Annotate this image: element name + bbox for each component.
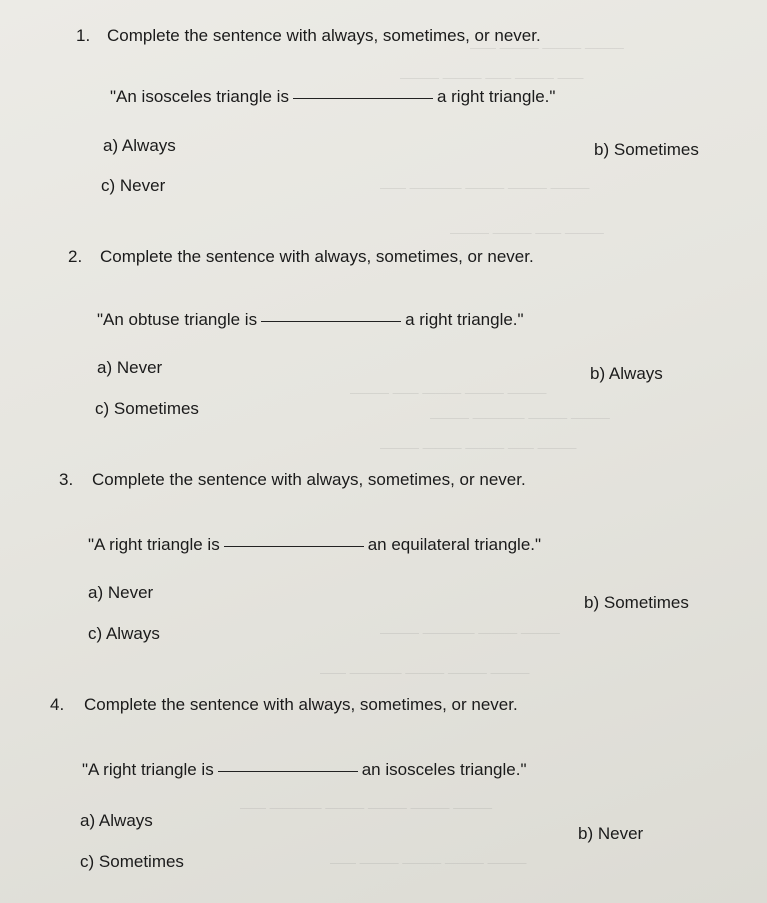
question-4-sentence — [82, 760, 527, 780]
option-letter: c) — [101, 176, 116, 195]
question-3-sentence-start: "A right triangle is — [88, 535, 220, 554]
question-3-number: 3. — [59, 470, 74, 489]
question-1-prompt: Complete the sentence with always, sometimes, or never. — [107, 26, 541, 45]
question-4-sentence-end: an isosceles triangle." — [361, 760, 527, 779]
option-letter: b) — [594, 140, 610, 159]
question-4-sentence-start: "A right triangle is — [82, 760, 214, 779]
question-4-option-b[interactable] — [578, 824, 643, 844]
option-letter: b) — [590, 364, 606, 383]
question-1-number: 1. — [76, 26, 91, 45]
question-1-option-b[interactable] — [594, 140, 699, 160]
question-1-sentence-start: "An isosceles triangle is — [110, 87, 289, 106]
question-1-option-c[interactable] — [101, 176, 165, 196]
answer-blank — [293, 97, 433, 99]
answer-blank — [218, 770, 358, 772]
option-text: Sometimes — [113, 399, 199, 418]
question-2-option-b[interactable] — [590, 364, 663, 384]
question-2-option-a[interactable] — [97, 358, 162, 378]
option-text: Never — [116, 358, 163, 377]
question-3-sentence-end: an equilateral triangle." — [367, 535, 542, 554]
option-letter: b) — [584, 593, 600, 612]
option-text: Never — [107, 583, 154, 602]
option-text: Sometimes — [98, 852, 184, 871]
option-letter: a) — [97, 358, 113, 377]
question-2-sentence — [97, 310, 524, 330]
option-text: Always — [105, 624, 160, 643]
option-letter: a) — [80, 811, 96, 830]
question-1-option-a[interactable] — [103, 136, 176, 156]
option-text: Sometimes — [613, 140, 699, 159]
option-text: Always — [98, 811, 153, 830]
option-letter: a) — [88, 583, 104, 602]
option-letter: c) — [88, 624, 103, 643]
question-2-prompt: Complete the sentence with always, sometimes, or never. — [100, 247, 534, 266]
question-3-prompt: Complete the sentence with always, sometimes, or never. — [92, 470, 526, 489]
option-text: Never — [119, 176, 166, 195]
page-background: ——— ——— ——— —— —— ——— —— ——— ——— ——— ——— ——— ———— —— ——— —— ——— ——— ——— ——— ——— —— ——— ——— ——— ———— ——— ——— —— ——— ——— ——— ——— ——— ———— ——— ——— ——— ——— ———— —— ——— ——— ——— ——— ———— —— ——— ——— ——— ——— —— — [240, 40, 624, 870]
option-text: Always — [121, 136, 176, 155]
option-text: Sometimes — [603, 593, 689, 612]
option-text: Always — [608, 364, 663, 383]
question-2-sentence-end: a right triangle." — [405, 310, 524, 329]
option-text: Never — [597, 824, 644, 843]
question-4-prompt: Complete the sentence with always, sometimes, or never. — [84, 695, 518, 714]
question-3-sentence — [88, 535, 541, 555]
question-2-sentence-start: "An obtuse triangle is — [97, 310, 258, 329]
option-letter: a) — [103, 136, 119, 155]
answer-blank — [224, 545, 364, 547]
question-3-option-c[interactable] — [88, 624, 160, 644]
question-3-option-a[interactable] — [88, 583, 153, 603]
option-letter: c) — [95, 399, 110, 418]
option-letter: c) — [80, 852, 95, 871]
question-4-number: 4. — [50, 695, 65, 714]
question-2-option-c[interactable] — [95, 399, 199, 419]
question-4-option-a[interactable] — [80, 811, 153, 831]
question-1-sentence-end: a right triangle." — [436, 87, 556, 106]
option-letter: b) — [578, 824, 594, 843]
question-2-number: 2. — [68, 247, 83, 266]
question-4-option-c[interactable] — [80, 852, 184, 872]
question-3-option-b[interactable] — [584, 593, 689, 613]
answer-blank — [261, 320, 401, 322]
question-1-sentence — [110, 87, 555, 107]
